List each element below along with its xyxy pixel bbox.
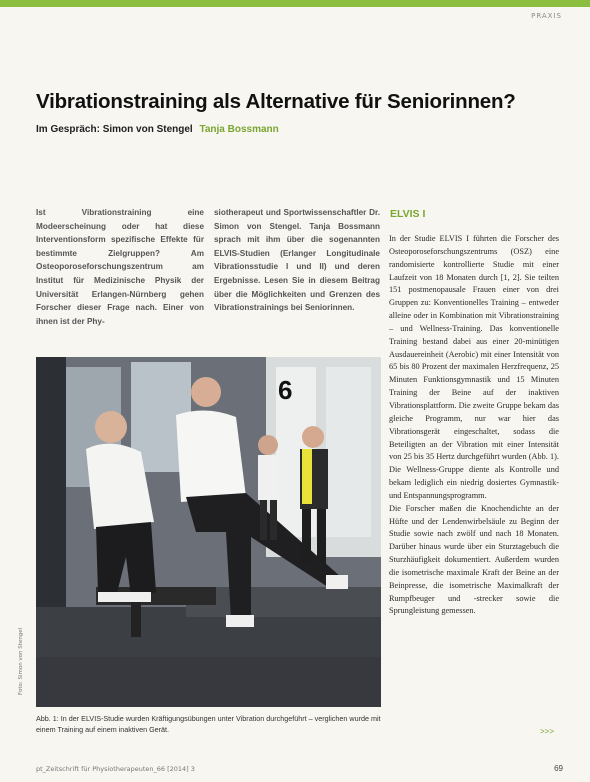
photo-credit: Foto: Simon von Stengel <box>18 627 24 695</box>
footer-journal: pt_Zeitschrift für Physiotherapeuten_66 [2014] 3 <box>36 765 195 773</box>
intro-column-1: Ist Vibrationstraining eine Modeerscheinung oder hat diese Interventionsform spezifische Effekte für bestimmte Zielgruppen? Am Osteoporoseforschungszentrum am Institut für Medizinische Physik der Universität Erlangen-Nürnberg gehen Forscher dieser Frage nach. Einer von ihnen ist der Phy- <box>36 208 204 326</box>
continue-marker: >>> <box>540 727 555 736</box>
page-number: 69 <box>554 764 563 773</box>
section-label: PRAXIS <box>531 12 562 20</box>
room-number-sign: 6 <box>278 375 293 405</box>
article-body: In der Studie ELVIS I führten die Forscher des Osteoporoseforschungszentrums (OSZ) eine randomisierte kontrollierte Studie mit einer Laufzeit von 18 Monaten durch [1, 2]. Sie teilten 151 postmenopausale Frauen einer von drei Gruppen zu: Konventionelles Training – entweder alleine oder in Kombination mit Vibrationstraining – und Wellness-Training. Das konventionelle Training bestand dabei aus einer 20-minütigen Ausdauereinheit (Aerobic) mit einer Intensität von 65 bis 80 Prozent der maximalen Herzfrequenz, 25 Minuten Funktionsgymnastik und 15 Minuten Training der Beine auf der inaktiven Vibrationsplattform. Die zweite Gruppe bekam das gleiche Programm, nur war hier das Vibrationsgerät eingeschaltet, sodass die Beteiligten an der Vibration mit einer Intensität von 25 bis 35 Hertz durchgeführt wurden (Abb. 1). Die Wellness-Gruppe diente als Kontrolle und bekam lediglich ein niedrig dosiertes Gymnastik- und Entspannungsprogramm. Die Forscher maßen die Knochendichte an der Hüfte und der Lendenwirbelsäule zu Beginn der Studie sowie nach zwölf und nach 18 Monaten. Darüber hinaus wurde über ein Sturztagebuch die Sturzhäufigkeit dokumentiert. Außerdem wurden die isometrische maximale Kraft der Beine an der Beinpresse, die isometrische Maximalkraft der Rumpfbeuger und -strecker sowie die Sprungleistung gemessen. <box>389 234 559 616</box>
article-title: Vibrationstraining als Alternative für Seniorinnen? <box>36 90 516 113</box>
byline-prefix: Im Gespräch: Simon von Stengel <box>36 124 193 135</box>
section-subheading: ELVIS I <box>390 208 426 220</box>
figure-caption: Abb. 1: In der ELVIS-Studie wurden Kräftigungsübungen unter Vibration durchgeführt – verglichen wurde mit einem Training auf einem inaktiven Gerät. <box>36 714 381 734</box>
top-accent-bar <box>0 0 590 7</box>
byline <box>36 124 279 135</box>
byline-author: Tanja Bossmann <box>199 124 279 135</box>
photo-illustration <box>36 357 381 707</box>
article-photo <box>36 357 381 707</box>
intro-column-2: siotherapeut und Sportwissenschaftler Dr. Simon von Stengel. Tanja Bossmann sprach mit ihm über die sogenannten ELVIS-Studien (Erlanger Longitudinale Vibrationsstudie I und II) und deren Ergebnisse. Lesen Sie in diesem Beitrag über die Möglichkeiten und Grenzen des Vibrationstrainings bei Seniorinnen. <box>214 208 380 313</box>
